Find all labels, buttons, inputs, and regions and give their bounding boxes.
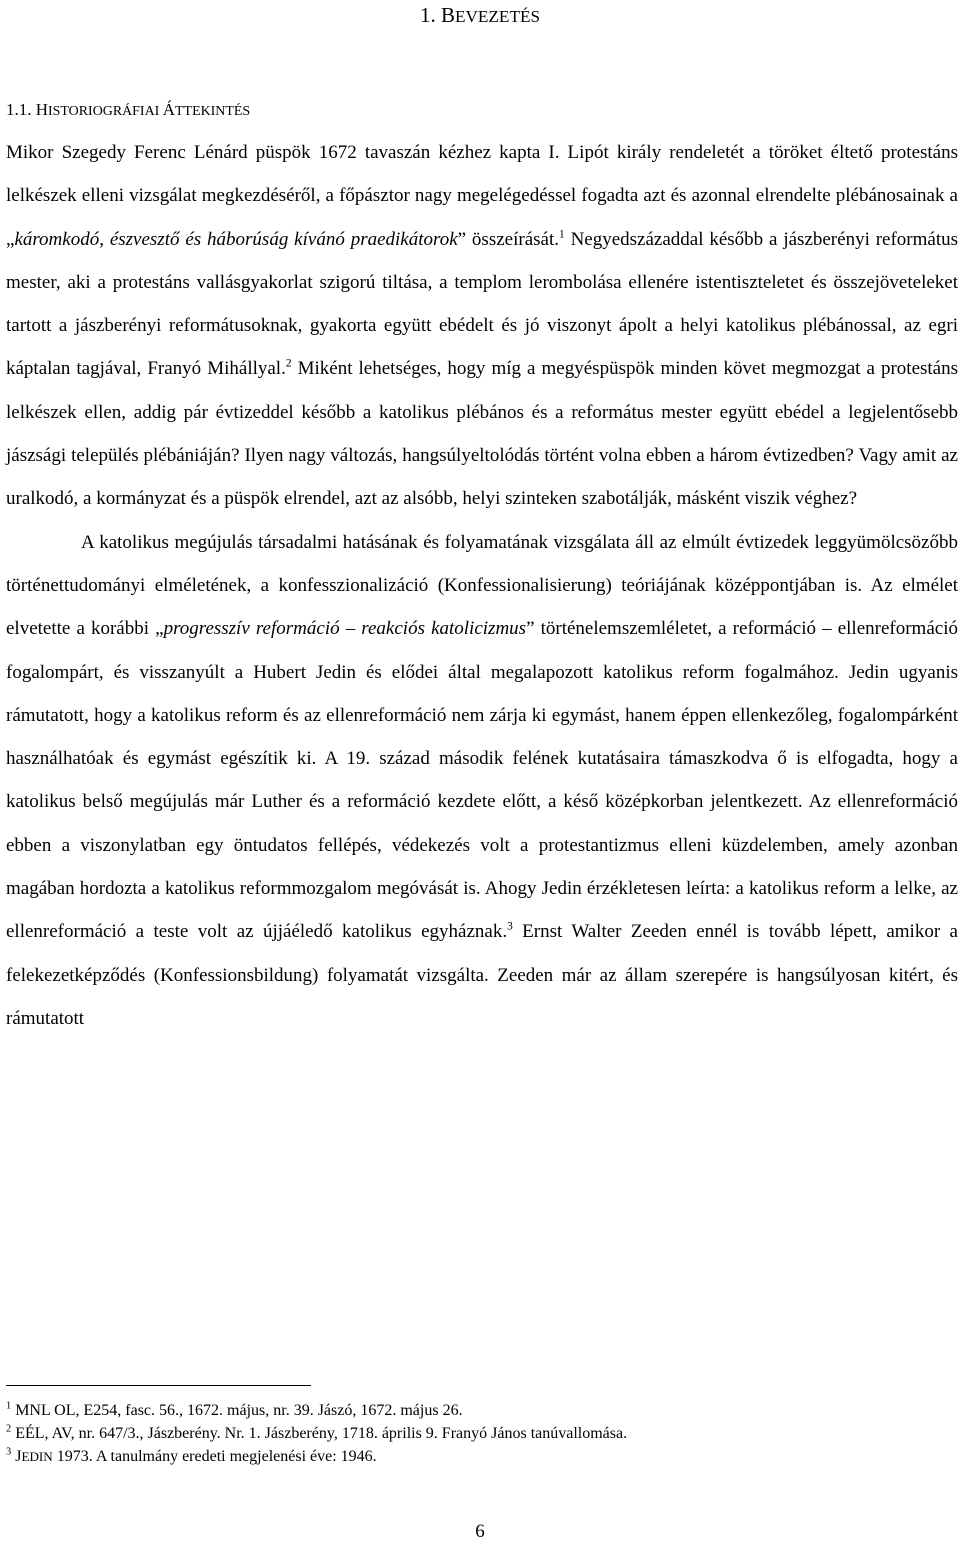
paragraph-1-text-c: Negyedszázaddal később a jászberényi református mester, aki a protestáns vallásgyakorlat szigorú tiltása, a templom lerombolása ellenére istentiszteletet és összejöveteleket tartott a jászberényi reformátusoknak, gyakorta együtt ebédelt és jó viszonyt ápolt a helyi katolikus plébánossal, az egri káptalan tagjával, Franyó Mihállyal. [6, 228, 959, 380]
chapter-title [0, 0, 960, 32]
footnote-author-rest: EDIN [21, 1449, 53, 1464]
paragraph-2-quote: progresszív reformáció – reakciós katolicizmus [163, 618, 527, 640]
section-word1-rest: ISTORIOGRÁFIAI [48, 104, 163, 119]
footnote-1 [6, 1399, 956, 1422]
footnote-ref-1[interactable]: 1 [559, 228, 565, 241]
footnotes [6, 1399, 956, 1468]
paragraph-2-text-a: A katolikus megújulás társadalmi hatásának és folyamatának vizsgálata áll az elmúlt évtizedek leggyümölcsözőbb történettudományi elméletének, a konfesszionalizáció (Konfessionalisierung) teóriájának középpontjában is. Az elmélet elvetette a korábbi „ [6, 531, 958, 640]
paragraph-2-text-b: ” történelemszemléletet, a reformáció – ellenreformáció fogalompárt, és visszanyúlt a Hubert Jedin és elődei által megalapozott katolikus reform fogalmához. Jedin ugyanis rámutatott, hogy a katolikus reform és az ellenreformáció nem zárja ki egymást, hanem éppen ellenkezőleg, fogalompárként használhatóak és egymást egészítik ki. A 19. század második felének kutatásaira támaszkodva ő is elfogadta, hogy a katolikus belső megújulás már Luther és a reformáció kezdete előtt, a késő középkorban jelentkezett. Az ellenreformáció ebben a viszonylatban egy öntudatos fellépés, védekezés volt a protestantizmus elleni küzdelemben, amely azonban magában hordozta a katolikus reformmozgalom megóvását is. Ahogy Jedin érzékletesen leírta: a katolikus reform a lelke, az ellenreformáció a teste volt az újjáéledő katolikus egyháznak. [6, 618, 958, 943]
body-text [6, 131, 958, 1040]
paragraph-2-text-c: Ernst Walter Zeeden ennél is tovább lépett, amikor a felekezetképződés (Konfessionsbildung) folyamatát vizsgálta. Zeeden már az állam szerepére is hangsúlyosan kitért, és rámutatott [6, 921, 958, 1029]
footnote-text: 1973. A tanulmány eredeti megjelenési éve: 1946. [52, 1448, 377, 1465]
paragraph-1 [6, 131, 958, 521]
footnote-separator [6, 1385, 311, 1386]
footnote-mark: 3 [6, 1446, 12, 1458]
chapter-title-initial: B [440, 3, 455, 27]
footnote-author-initial: J [11, 1448, 22, 1465]
section-title [6, 98, 250, 124]
footnote-text: MNL OL, E254, fasc. 56., 1672. május, nr. 39. Jászó, 1672. május 26. [11, 1402, 463, 1419]
footnote-mark: 1 [6, 1400, 12, 1412]
footnote-text: EÉL, AV, nr. 647/3., Jászberény. Nr. 1. Jászberény, 1718. április 9. Franyó János tanúvallomása. [11, 1425, 628, 1442]
footnote-2 [6, 1422, 956, 1445]
section-word1-initial: H [35, 100, 49, 119]
chapter-title-rest: EVEZETÉS [454, 7, 541, 26]
paragraph-2 [6, 521, 958, 1041]
footnote-mark: 2 [6, 1423, 12, 1435]
paragraph-1-text-d: Miként lehetséges, hogy míg a megyéspüspök minden követ megmozgat a protestáns lelkészek ellen, addig pár évtizeddel később a katolikus plébános és a református mester együtt ebédel a legjelentősebb jászsági település plébániáján? Ilyen nagy változás, hangsúlyeltolódás történt volna ebben a három évtizedben? Vagy amit az uralkodó, a kormányzat és a püspök elrendel, azt az alsóbb, helyi szinteken szabotálják, másként viszik véghez? [6, 358, 958, 510]
footnote-ref-3[interactable]: 3 [507, 921, 513, 934]
footnote-ref-2[interactable]: 2 [285, 358, 292, 371]
section-number: 1.1. [6, 100, 36, 119]
chapter-number: 1. [419, 3, 441, 27]
paragraph-1-quote: káromkodó, észvesztő és háborúság kívánó praedikátorok [14, 228, 458, 250]
section-word2-rest: TTEKINTÉS [175, 104, 251, 119]
paragraph-1-text-a: Mikor Szegedy Ferenc Lénárd püspök 1672 tavaszán kézhez kapta I. Lipót király rendeletét a töröket éltető protestáns lelkészek elleni vizsgálat megkezdéséről, a főpásztor nagy megelégedéssel fogadta azt és azonnal elrendelte plébánosainak a „ [6, 142, 958, 250]
section-word2-initial: Á [162, 100, 176, 119]
footnote-3 [6, 1445, 956, 1468]
paragraph-1-text-b: ” összeírását. [457, 228, 559, 250]
page-number: 6 [475, 1521, 485, 1542]
